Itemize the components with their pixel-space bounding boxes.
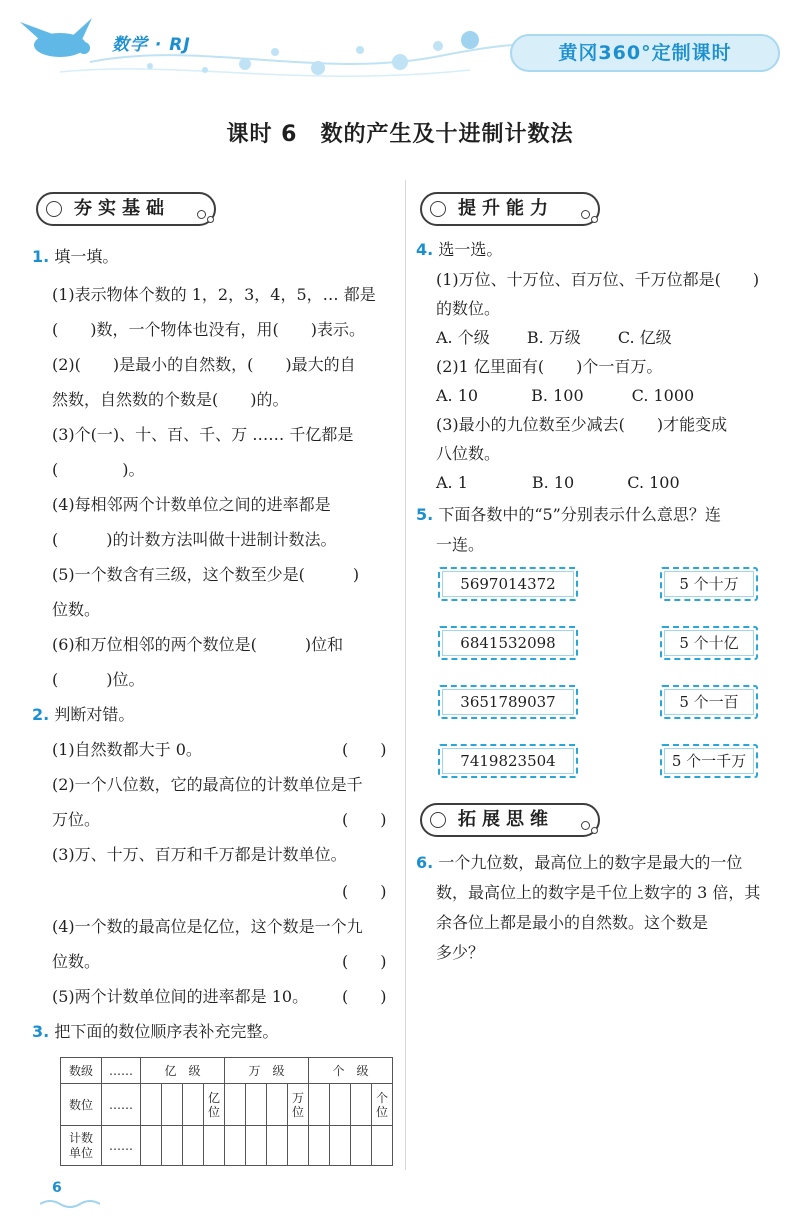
table-cell <box>351 1084 372 1126</box>
table-cell <box>183 1084 204 1126</box>
answer-paren: ( ) <box>342 952 387 971</box>
bubble-icon <box>581 210 590 219</box>
q1-stem: 填一填。 <box>54 247 119 266</box>
table-cell <box>267 1084 288 1126</box>
answer-paren: ( ) <box>342 882 387 901</box>
q4-options: A. 个级 B. 万级 C. 亿级 <box>436 328 672 347</box>
section-ability-badge <box>420 192 600 226</box>
table-row <box>61 1084 393 1126</box>
section-basics-badge <box>36 192 216 226</box>
answer-paren: ( ) <box>342 810 387 829</box>
place-ge: 个 位 <box>372 1084 393 1126</box>
q2-line: (4)一个数的最高位是亿位，这个数是一个九 <box>52 917 363 936</box>
q4-line: (3)最小的九位数至少减去( )才能变成 <box>436 415 728 434</box>
table-cell <box>309 1126 330 1166</box>
section-extension-label: 拓展思维 <box>458 809 554 830</box>
q4-options: A. 10 B. 100 C. 1000 <box>436 386 695 405</box>
page-number: 6 <box>52 1180 62 1196</box>
table-cell <box>330 1084 351 1126</box>
lesson-title: 课时 6 数的产生及十进制计数法 <box>226 122 574 147</box>
table-row <box>61 1058 393 1084</box>
q1-line: (4)每相邻两个计数单位之间的进率都是 <box>52 495 331 514</box>
match-meaning-box[interactable]: 5 个一千万 <box>660 744 758 778</box>
q1-number: 1. <box>32 247 50 266</box>
q6-line: 多少？ <box>436 943 485 962</box>
table-cell <box>162 1126 183 1166</box>
table-cell <box>288 1126 309 1166</box>
bubble-icon <box>591 827 598 834</box>
match-number-box[interactable]: 5697014372 <box>438 567 578 601</box>
page-wave-decoration <box>40 1198 100 1210</box>
q5-heading <box>416 505 721 525</box>
q4-options: A. 1 B. 10 C. 100 <box>436 473 680 492</box>
q6-line: 数，最高位上的数字是千位上数字的 3 倍，其 <box>436 883 761 902</box>
q1-line: ( )位。 <box>52 670 145 689</box>
bubble-icon <box>197 210 206 219</box>
bubble-icon <box>430 201 446 217</box>
q1-line: (2)( )是最小的自然数，( )最大的自 <box>52 355 356 374</box>
answer-paren: ( ) <box>342 987 387 1006</box>
match-number-box[interactable]: 6841532098 <box>438 626 578 660</box>
place-wan: 万 位 <box>288 1084 309 1126</box>
table-cell <box>141 1084 162 1126</box>
table-cell <box>225 1126 246 1166</box>
q4-line: 的数位。 <box>436 299 501 318</box>
level-ge: 个 级 <box>309 1058 393 1084</box>
match-number-box[interactable]: 7419823504 <box>438 744 578 778</box>
bird-icon <box>20 18 92 57</box>
table-cell <box>225 1084 246 1126</box>
section-ability-label: 提升能力 <box>458 198 554 219</box>
q5-line: 下面各数中的“5”分别表示什么意思？连 <box>438 505 721 524</box>
table-dots: …… <box>102 1084 141 1126</box>
section-extension-badge <box>420 803 600 837</box>
level-wan: 万 级 <box>225 1058 309 1084</box>
q4-stem: 选一选。 <box>438 240 503 259</box>
q2-stem: 判断对错。 <box>54 705 135 724</box>
level-yi: 亿 级 <box>141 1058 225 1084</box>
q2-heading <box>32 705 134 725</box>
match-number-box[interactable]: 3651789037 <box>438 685 578 719</box>
q2-line: (5)两个计数单位间的进率都是 10。 <box>52 987 309 1006</box>
q1-line: ( )。 <box>52 460 145 479</box>
q3-heading <box>32 1022 278 1042</box>
q3-number: 3. <box>32 1022 50 1041</box>
table-cell <box>204 1126 225 1166</box>
q1-line: (6)和万位相邻的两个数位是( )位和 <box>52 635 344 654</box>
bubble-icon <box>46 201 62 217</box>
q4-line: (1)万位、十万位、百万位、千万位都是( ) <box>436 270 760 289</box>
q2-line: 万位。 <box>52 810 101 829</box>
q5-line: 一连。 <box>436 535 485 554</box>
brand-badge: 黄冈360°定制课时 <box>510 34 780 72</box>
table-dots: …… <box>102 1058 141 1084</box>
table-dots: …… <box>102 1126 141 1166</box>
table-cell <box>267 1126 288 1166</box>
place-value-table <box>60 1057 393 1166</box>
q1-heading <box>32 247 118 267</box>
bubble-icon <box>207 216 214 223</box>
q6-number: 6. <box>416 853 434 872</box>
q6-line: 余各位上都是最小的自然数。这个数是 <box>436 913 709 932</box>
q1-line: ( )的计数方法叫做十进制计数法。 <box>52 530 337 549</box>
match-meaning-box[interactable]: 5 个十万 <box>660 567 758 601</box>
table-cell <box>309 1084 330 1126</box>
table-row <box>61 1126 393 1166</box>
page-header <box>0 0 800 95</box>
bubble-icon <box>591 216 598 223</box>
match-meaning-box[interactable]: 5 个一百 <box>660 685 758 719</box>
row-label-place: 数位 <box>61 1084 102 1126</box>
subject-label: 数学 · RJ <box>112 35 191 55</box>
match-meaning-box[interactable]: 5 个十亿 <box>660 626 758 660</box>
section-basics-label: 夯实基础 <box>74 198 170 219</box>
q5-number: 5. <box>416 505 434 524</box>
q4-number: 4. <box>416 240 434 259</box>
q2-line: (2)一个八位数，它的最高位的计数单位是千 <box>52 775 363 794</box>
q1-line: 然数，自然数的个数是( )的。 <box>52 390 289 409</box>
column-divider <box>405 180 406 1170</box>
q1-line: ( )数，一个物体也没有，用( )表示。 <box>52 320 365 339</box>
q1-line: 位数。 <box>52 600 101 619</box>
row-label-level: 数级 <box>61 1058 102 1084</box>
q2-line: 位数。 <box>52 952 101 971</box>
place-yi: 亿 位 <box>204 1084 225 1126</box>
answer-paren: ( ) <box>342 740 387 759</box>
q2-number: 2. <box>32 705 50 724</box>
q1-line: (3)个(一)、十、百、千、万 …… 千亿都是 <box>52 425 354 444</box>
bubble-icon <box>430 812 446 828</box>
q4-line: (2)1 亿里面有( )个一百万。 <box>436 357 663 376</box>
q3-stem: 把下面的数位顺序表补充完整。 <box>54 1022 279 1041</box>
q4-line: 八位数。 <box>436 444 501 463</box>
row-label-unit: 计数 单位 <box>61 1126 102 1166</box>
q6-heading <box>416 853 742 873</box>
table-cell <box>330 1126 351 1166</box>
table-cell <box>183 1126 204 1166</box>
q1-line: (5)一个数含有三级，这个数至少是( ) <box>52 565 360 584</box>
table-cell <box>351 1126 372 1166</box>
q1-line: (1)表示物体个数的 1，2，3，4，5，… 都是 <box>52 285 376 304</box>
table-cell <box>141 1126 162 1166</box>
table-cell <box>162 1084 183 1126</box>
q6-line: 一个九位数，最高位上的数字是最大的一位 <box>438 853 743 872</box>
q2-line: (3)万、十万、百万和千万都是计数单位。 <box>52 845 347 864</box>
q4-heading <box>416 240 502 260</box>
table-cell <box>246 1084 267 1126</box>
bubble-icon <box>581 821 590 830</box>
table-cell <box>372 1126 393 1166</box>
q2-line: (1)自然数都大于 0。 <box>52 740 202 759</box>
table-cell <box>246 1126 267 1166</box>
